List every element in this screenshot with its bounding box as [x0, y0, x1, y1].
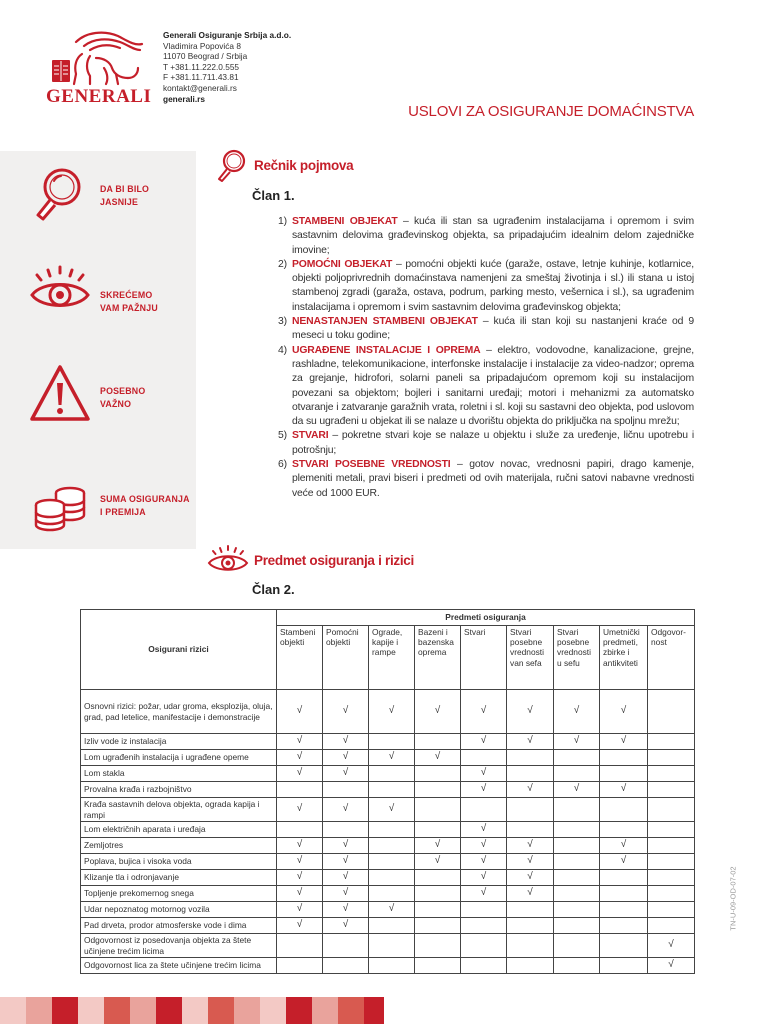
empty-cell — [277, 958, 323, 974]
legend-label-sum-premium: SUMA OSIGURANJA I PREMIJA — [100, 494, 190, 517]
footer-block — [312, 997, 338, 1024]
empty-cell — [415, 734, 461, 750]
empty-cell — [415, 870, 461, 886]
empty-cell — [554, 854, 600, 870]
empty-cell — [648, 690, 695, 734]
empty-cell — [415, 766, 461, 782]
company-email[interactable]: kontakt@generali.rs — [163, 82, 237, 93]
column-header: Odgovor-nost — [648, 626, 695, 690]
empty-cell — [415, 958, 461, 974]
table-row — [81, 838, 695, 854]
check-mark-cell: √ — [600, 690, 648, 734]
empty-cell — [507, 750, 554, 766]
table-row — [81, 902, 695, 918]
check-mark-cell: √ — [277, 918, 323, 934]
check-mark-cell: √ — [461, 838, 507, 854]
check-mark-cell: √ — [600, 734, 648, 750]
empty-cell — [323, 782, 369, 798]
empty-cell — [369, 854, 415, 870]
empty-cell — [277, 934, 323, 958]
document-title: USLOVI ZA OSIGURANJE DOMAĆINSTVA — [408, 103, 694, 120]
footer-block — [338, 997, 364, 1024]
empty-cell — [461, 798, 507, 822]
check-mark-cell: √ — [323, 750, 369, 766]
glossary-item: 3) NENASTANJEN STAMBENI OBJEKAT – kuća ili stan koji su nastanjeni kraće od 9 meseci u toku godine; — [278, 316, 694, 342]
empty-cell — [554, 750, 600, 766]
check-mark-cell: √ — [323, 734, 369, 750]
check-mark-cell: √ — [600, 782, 648, 798]
check-mark-cell: √ — [369, 798, 415, 822]
empty-cell — [461, 918, 507, 934]
check-mark-cell: √ — [277, 750, 323, 766]
risk-name-cell: Lom električnih aparata i uređaja — [81, 822, 277, 838]
lion-icon — [46, 28, 148, 88]
column-header: Stvari posebne vrednosti van sefa — [507, 626, 554, 690]
glossary-item: 5) STVARI – pokretne stvari koje se nalaze u objektu i služe za uređenje, ličnu upotrebu i potrošnju; — [278, 430, 694, 456]
empty-cell — [600, 902, 648, 918]
risk-column-header: Osigurani rizici — [81, 610, 277, 690]
check-mark-cell: √ — [648, 958, 695, 974]
check-mark-cell: √ — [323, 798, 369, 822]
empty-cell — [415, 782, 461, 798]
footer-block — [364, 997, 384, 1024]
glossary-item: 2) POMOĆNI OBJEKAT – pomoćni objekti kuće (garaže, ostave, letnje kuhinje, kotlarnice, objekti poljoprivrednih domaćinstava namenjeni za smeštaj životinja i sl.) ili stana u istoj stambenoj zgradi (garaža, ostava, podrum, parking mesto, vešernica i sl.), sa ugrađenim instalacijama i opremom i svim sastavnim delovima građevinskog objekta; — [278, 258, 694, 313]
table-row — [81, 798, 695, 822]
risk-name-cell: Izliv vode iz instalacija — [81, 734, 277, 750]
check-mark-cell: √ — [507, 734, 554, 750]
empty-cell — [648, 734, 695, 750]
company-info — [163, 30, 291, 104]
risk-name-cell: Krađa sastavnih delova objekta, ograda kapija i rampi — [81, 798, 277, 822]
empty-cell — [507, 958, 554, 974]
check-mark-cell: √ — [323, 690, 369, 734]
check-mark-cell: √ — [507, 690, 554, 734]
empty-cell — [415, 886, 461, 902]
empty-cell — [507, 918, 554, 934]
table-body — [81, 690, 695, 974]
footer-block — [286, 997, 312, 1024]
empty-cell — [369, 886, 415, 902]
empty-cell — [600, 870, 648, 886]
check-mark-cell: √ — [277, 886, 323, 902]
column-header: Ograde, kapije i rampe — [369, 626, 415, 690]
empty-cell — [648, 902, 695, 918]
empty-cell — [323, 822, 369, 838]
footer-block — [208, 997, 234, 1024]
empty-cell — [554, 918, 600, 934]
check-mark-cell: √ — [277, 734, 323, 750]
empty-cell — [600, 958, 648, 974]
check-mark-cell: √ — [461, 822, 507, 838]
section-heading-glossary — [206, 148, 353, 182]
empty-cell — [415, 902, 461, 918]
document-code: TN-U-09-OD-07-02 — [728, 866, 738, 931]
company-fax: F +381.11.711.43.81 — [163, 72, 239, 83]
risk-name-cell: Provalna krađa i razbojništvo — [81, 782, 277, 798]
risk-name-cell: Osnovni rizici: požar, udar groma, eksplozija, oluja, grad, pad letelice, manifestacije i demonstracije — [81, 690, 277, 734]
glossary-term: NENASTANJEN STAMBENI OBJEKAT — [292, 316, 478, 328]
check-mark-cell: √ — [415, 854, 461, 870]
company-phone: T +381.11.222.0.555 — [163, 61, 240, 72]
table-row — [81, 918, 695, 934]
footer-block — [0, 997, 26, 1024]
empty-cell — [554, 766, 600, 782]
check-mark-cell: √ — [277, 870, 323, 886]
table-row — [81, 782, 695, 798]
empty-cell — [507, 822, 554, 838]
check-mark-cell: √ — [648, 934, 695, 958]
empty-cell — [648, 838, 695, 854]
check-mark-cell: √ — [507, 838, 554, 854]
risk-name-cell: Lom ugrađenih instalacija i ugrađene opeme — [81, 750, 277, 766]
empty-cell — [415, 934, 461, 958]
empty-cell — [648, 782, 695, 798]
table-row — [81, 854, 695, 870]
risk-name-cell: Zemljotres — [81, 838, 277, 854]
magnifier-icon — [206, 148, 250, 182]
risk-name-cell: Klizanje tla i odronjavanje — [81, 870, 277, 886]
check-mark-cell: √ — [415, 838, 461, 854]
check-mark-cell: √ — [277, 766, 323, 782]
table-row — [81, 734, 695, 750]
check-mark-cell: √ — [461, 886, 507, 902]
footer-block — [52, 997, 78, 1024]
glossary-term: STVARI — [292, 430, 329, 442]
check-mark-cell: √ — [461, 690, 507, 734]
check-mark-cell: √ — [507, 782, 554, 798]
column-header: Stvari posebne vrednosti u sefu — [554, 626, 600, 690]
check-mark-cell: √ — [415, 690, 461, 734]
check-mark-cell: √ — [323, 854, 369, 870]
empty-cell — [369, 822, 415, 838]
article-1-label: Član 1. — [252, 188, 295, 203]
check-mark-cell: √ — [323, 870, 369, 886]
check-mark-cell: √ — [507, 870, 554, 886]
check-mark-cell: √ — [369, 902, 415, 918]
check-mark-cell: √ — [323, 886, 369, 902]
glossary-item: 1) STAMBENI OBJEKAT – kuća ili stan sa ugrađenim instalacijama i opremom i svim sastavnim delovima građevinskog objekta, sa pripadajućim idealnim delom zajedničke imovine; — [278, 216, 694, 256]
check-mark-cell: √ — [277, 690, 323, 734]
generali-logo — [46, 28, 152, 108]
legend-item-clarity — [0, 163, 196, 243]
article-2-label: Član 2. — [252, 582, 295, 597]
empty-cell — [415, 822, 461, 838]
check-mark-cell: √ — [277, 902, 323, 918]
footer-block — [156, 997, 182, 1024]
logo-wordmark: GENERALI — [46, 86, 152, 107]
empty-cell — [369, 734, 415, 750]
company-name: Generali Osiguranje Srbija a.d.o. — [163, 30, 292, 40]
empty-cell — [648, 798, 695, 822]
risk-name-cell: Topljenje prekomernog snega — [81, 886, 277, 902]
warning-icon — [28, 361, 92, 427]
empty-cell — [369, 766, 415, 782]
empty-cell — [277, 782, 323, 798]
column-header: Pomoćni objekti — [323, 626, 369, 690]
check-mark-cell: √ — [461, 870, 507, 886]
empty-cell — [600, 934, 648, 958]
check-mark-cell: √ — [507, 854, 554, 870]
section-title-glossary: Rečnik pojmova — [254, 157, 354, 173]
empty-cell — [648, 750, 695, 766]
table-row — [81, 934, 695, 958]
legend-item-sum-premium — [0, 481, 196, 561]
check-mark-cell: √ — [323, 838, 369, 854]
table-row — [81, 766, 695, 782]
footer-block — [234, 997, 260, 1024]
section-title-subject: Predmet osiguranja i rizici — [254, 552, 414, 568]
empty-cell — [648, 822, 695, 838]
glossary-term: POMOĆNI OBJEKAT — [292, 258, 393, 270]
empty-cell — [369, 782, 415, 798]
icon-legend-sidebar — [0, 151, 196, 549]
check-mark-cell: √ — [369, 750, 415, 766]
empty-cell — [507, 798, 554, 822]
table-group-header-row — [81, 610, 695, 626]
insurance-risk-table — [80, 609, 695, 974]
empty-cell — [554, 798, 600, 822]
risk-name-cell: Pad drveta, prodor atmosferske vode i dima — [81, 918, 277, 934]
empty-cell — [507, 902, 554, 918]
company-address-street: Vladimira Popovića 8 — [163, 40, 241, 51]
empty-cell — [554, 934, 600, 958]
check-mark-cell: √ — [554, 734, 600, 750]
empty-cell — [369, 918, 415, 934]
company-address-city: 11070 Beograd / Srbija — [163, 51, 248, 62]
footer-block — [104, 997, 130, 1024]
legend-item-important — [0, 361, 196, 441]
empty-cell — [648, 886, 695, 902]
company-website[interactable]: generali.rs — [163, 93, 205, 104]
glossary-item: 6) STVARI POSEBNE VREDNOSTI – gotov novac, vrednosni papiri, drago kamenje, plemeniti metali, pravi biseri i predmeti od ovih materijala, ručni satovi nabavne vrednosti veće od 1000 EUR. — [278, 459, 694, 499]
empty-cell — [507, 934, 554, 958]
check-mark-cell: √ — [461, 782, 507, 798]
empty-cell — [369, 934, 415, 958]
empty-cell — [369, 838, 415, 854]
table-row — [81, 886, 695, 902]
legend-label-clarity: DA BI BILO JASNIJE — [100, 184, 150, 207]
empty-cell — [415, 918, 461, 934]
empty-cell — [600, 822, 648, 838]
empty-cell — [600, 798, 648, 822]
empty-cell — [554, 958, 600, 974]
check-mark-cell: √ — [369, 690, 415, 734]
empty-cell — [600, 886, 648, 902]
glossary-item: 4) UGRAĐENE INSTALACIJE I OPREMA – elektro, vodovodne, kanalizacione, grejne, rashladne, telekomunikacione, interfonske instalacije i instalacije za video-nadzor; oprema za grejanje, hidrofori, solarni paneli sa pripadajućom opremom koji su instalacijom povezani sa objektom; bojleri i sanitarni uređaji; motori i mehanizmi za automatsko otvaranje i zatvaranje garažnih vrata, roletni i sl. koji su sastavni deo objekta, pod uslovom da su ugrađeni u objekat ili se nalaze u dvorištu objekta do priključka na spoljnu mrežu; — [278, 344, 695, 428]
column-header: Umetnički predmeti, zbirke i antikviteti — [600, 626, 648, 690]
check-mark-cell: √ — [415, 750, 461, 766]
coins-icon — [28, 471, 92, 537]
empty-cell — [554, 886, 600, 902]
footer-block — [182, 997, 208, 1024]
column-header: Stvari — [461, 626, 507, 690]
empty-cell — [648, 766, 695, 782]
empty-cell — [461, 902, 507, 918]
empty-cell — [323, 934, 369, 958]
eye-icon — [28, 261, 92, 327]
eye-icon — [206, 543, 250, 577]
column-header: Bazeni i bazenska oprema — [415, 626, 461, 690]
empty-cell — [415, 798, 461, 822]
empty-cell — [648, 854, 695, 870]
check-mark-cell: √ — [323, 902, 369, 918]
empty-cell — [554, 838, 600, 854]
table-row — [81, 690, 695, 734]
check-mark-cell: √ — [554, 690, 600, 734]
risk-name-cell: Poplava, bujica i visoka voda — [81, 854, 277, 870]
empty-cell — [648, 918, 695, 934]
risk-name-cell: Lom stakla — [81, 766, 277, 782]
check-mark-cell: √ — [277, 798, 323, 822]
empty-cell — [323, 958, 369, 974]
risk-name-cell: Odgovornost iz posedovanja objekta za štete učinjene trećim licima — [81, 934, 277, 958]
table-row — [81, 750, 695, 766]
empty-cell — [369, 958, 415, 974]
footer-block — [260, 997, 286, 1024]
empty-cell — [554, 822, 600, 838]
check-mark-cell: √ — [554, 782, 600, 798]
empty-cell — [461, 958, 507, 974]
empty-cell — [461, 934, 507, 958]
empty-cell — [600, 750, 648, 766]
check-mark-cell: √ — [600, 838, 648, 854]
check-mark-cell: √ — [323, 766, 369, 782]
check-mark-cell: √ — [323, 918, 369, 934]
empty-cell — [369, 870, 415, 886]
empty-cell — [554, 870, 600, 886]
glossary-term: STAMBENI OBJEKAT — [292, 216, 398, 227]
table-row — [81, 958, 695, 974]
empty-cell — [507, 766, 554, 782]
footer-block — [26, 997, 52, 1024]
empty-cell — [600, 918, 648, 934]
table-row — [81, 870, 695, 886]
column-header: Stambeni objekti — [277, 626, 323, 690]
footer-block — [78, 997, 104, 1024]
check-mark-cell: √ — [277, 854, 323, 870]
legend-label-important: POSEBNO VAŽNO — [100, 386, 146, 409]
legend-label-attention: SKREĆEMO VAM PAŽNJU — [100, 290, 158, 313]
check-mark-cell: √ — [277, 838, 323, 854]
risk-name-cell: Udar nepoznatog motornog vozila — [81, 902, 277, 918]
glossary-term: UGRAĐENE INSTALACIJE I OPREMA — [292, 344, 481, 356]
footer-block — [130, 997, 156, 1024]
glossary-list — [270, 215, 694, 501]
glossary-term: STVARI POSEBNE VREDNOSTI — [292, 459, 451, 471]
footer-decorative-band — [0, 997, 400, 1024]
check-mark-cell: √ — [600, 854, 648, 870]
empty-cell — [554, 902, 600, 918]
table-row — [81, 822, 695, 838]
risk-name-cell: Odgovornost lica za štete učinjene trećim licima — [81, 958, 277, 974]
check-mark-cell: √ — [461, 854, 507, 870]
legend-item-attention — [0, 261, 196, 341]
empty-cell — [648, 870, 695, 886]
check-mark-cell: √ — [507, 886, 554, 902]
empty-cell — [277, 822, 323, 838]
section-heading-subject — [206, 543, 414, 577]
magnifier-icon — [28, 163, 92, 229]
check-mark-cell: √ — [461, 766, 507, 782]
check-mark-cell: √ — [461, 734, 507, 750]
empty-cell — [461, 750, 507, 766]
subjects-group-header: Predmeti osiguranja — [277, 610, 695, 626]
empty-cell — [600, 766, 648, 782]
